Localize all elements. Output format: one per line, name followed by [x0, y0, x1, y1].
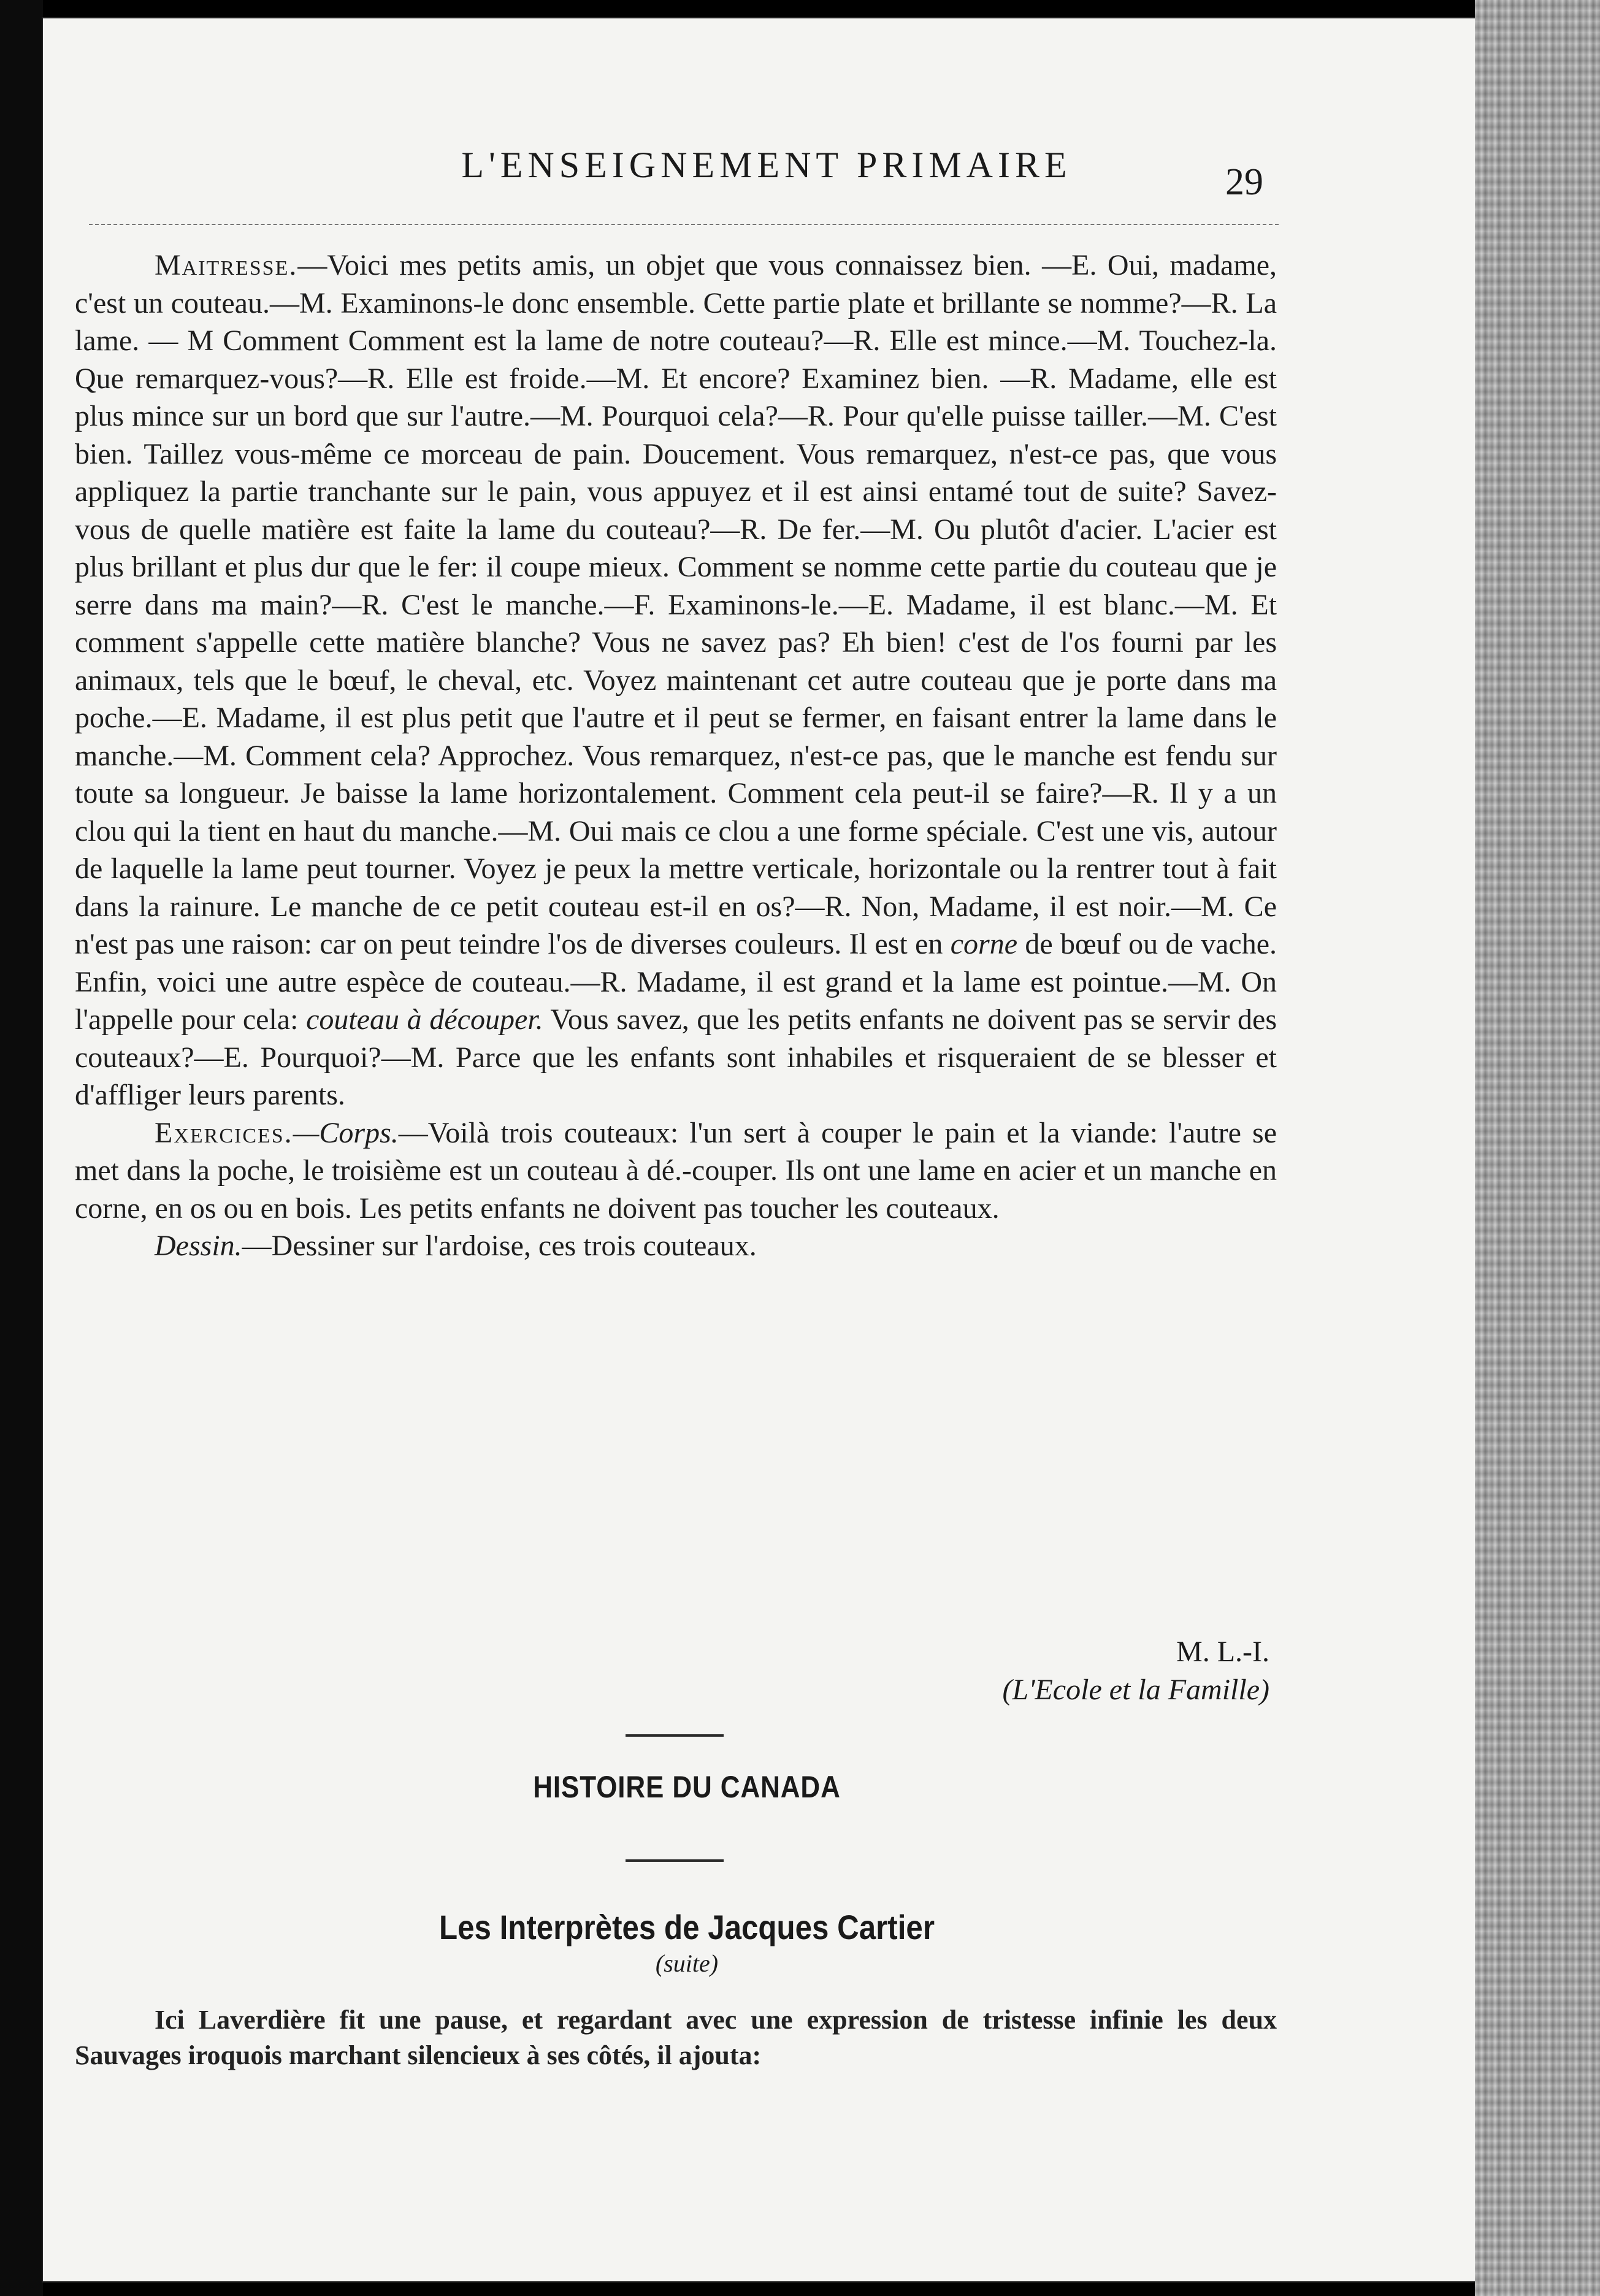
- exercices-text: —Voilà trois couteaux: l'un sert à couper le pain et la viande: l'autre se met dans la poche, le troisième est un couteau à dé.-couper. Ils ont une lame en acier et un manche en corne, en os ou en bois. Les petits enfants ne doivent pas toucher les couteaux.: [75, 1116, 1277, 1225]
- divider-rule-top: [626, 1734, 724, 1737]
- book-edge: [1475, 0, 1600, 2296]
- scan-left-margin: [0, 0, 43, 2296]
- article-subtitle: (suite): [655, 1950, 719, 1977]
- italic-corps: —Corps.: [293, 1116, 399, 1149]
- article-title: Les Interprètes de Jacques Cartier: [438, 1908, 935, 1946]
- signature-source: (L'Ecole et la Famille): [1002, 1674, 1269, 1706]
- lesson-signature: [920, 1633, 1269, 1709]
- running-header: L'ENSEIGNEMENT PRIMAIRE: [461, 145, 1072, 185]
- paragraph-lead-maitresse: Maitresse.: [155, 249, 298, 281]
- divider-rule-middle: [626, 1859, 724, 1862]
- signature-initials: M. L.-I.: [1176, 1636, 1269, 1668]
- dessin-text: —Dessiner sur l'ardoise, ces trois couteaux.: [242, 1230, 757, 1262]
- italic-dessin: Dessin.: [155, 1230, 242, 1262]
- article-intro: [75, 2002, 1277, 2073]
- lesson-paragraph-exercices: [75, 1114, 1277, 1228]
- lesson-paragraph-dessin: [75, 1227, 1277, 1265]
- article-intro-paragraph: Ici Laverdière fit une pause, et regardant avec une expression de tristesse infinie les deux Sauvages iroquois marchant silencieux à ses côtés, il ajouta:: [75, 2005, 1277, 2070]
- dialogue-text-3: Vous savez, que les petits enfants ne doivent pas se servir des couteaux?—E. Pourquoi?—M. Parce que les enfants sont inhabiles et risqueraient de se blesser et d'affliger leurs parents.: [75, 1003, 1277, 1111]
- section-title: HISTOIRE DU CANADA: [533, 1770, 841, 1804]
- header-rule: [89, 224, 1279, 225]
- lesson-paragraph-dialogue: [75, 247, 1277, 1114]
- page-number: 29: [1225, 161, 1263, 203]
- italic-couteau-decouper: couteau à découper.: [306, 1003, 543, 1036]
- italic-corne: corne: [950, 928, 1018, 960]
- dialogue-text: —Voici mes petits amis, un objet que vous connaissez bien. —E. Oui, madame, c'est un couteau.—M. Examinons-le donc ensemble. Cette partie plate et brillante se nomme?—R. La lame. — M Comment Comment est la lame de notre couteau?—R. Elle est mince.—M. Touchez-la. Que remarquez-vous?—R. Elle est froide.—M. Et encore? Examinez bien. —R. Madame, elle est plus mince sur un bord que sur l'autre.—M. Pourquoi cela?—R. Pour qu'elle puisse tailler.—M. C'est bien. Taillez vous-même ce morceau de pain. Doucement. Vous remarquez, n'est-ce pas, que vous appliquez la partie tranchante sur le pain, vous appuyez et il est ainsi entamé tout de suite? Savez-vous de quelle matière est faite la lame du couteau?—R. De fer.—M. Ou plutôt d'acier. L'acier est plus brillant et plus dur que le fer: il coupe mieux. Comment se nomme cette partie du couteau que je serre dans ma main?—R. C'est le manche.—F. Examinons-le.—E. Madame, il est blanc.—M. Et comment s'appelle cette matière blanche? Vous ne savez pas? Eh bien! c'est de l'os fourni par les animaux, tels que le bœuf, le cheval, etc. Voyez maintenant cet autre couteau que je porte dans ma poche.—E. Madame, il est plus petit que l'autre et il peut se fermer, en faisant entrer la lame dans le manche.—M. Comment cela? Approchez. Vous remarquez, n'est-ce pas, que le manche est fendu sur toute sa longueur. Je baisse la lame horizontalement. Comment cela peut-il se faire?—R. Il y a un clou qui la tient en haut du manche.—M. Oui mais ce clou a une forme spéciale. C'est une vis, autour de laquelle la lame peut tourner. Voyez je peux la mettre verticale, horizontale ou la rentrer tout à fait dans la rainure. Le manche de ce petit couteau est-il en os?—R. Non, Madame, il est noir.—M. Ce n'est pas une raison: car on peut teindre l'os de diverses couleurs. Il est en: [75, 249, 1277, 960]
- paragraph-lead-exercices: Exercices.: [155, 1116, 293, 1149]
- dialogue-text-2: de bœuf ou de vache. Enfin, voici une autre espèce de couteau.—R. Madame, il est grand et la lame est pointue.—M. On l'appelle pour cela:: [75, 928, 1277, 1036]
- lesson-body: [75, 247, 1277, 1265]
